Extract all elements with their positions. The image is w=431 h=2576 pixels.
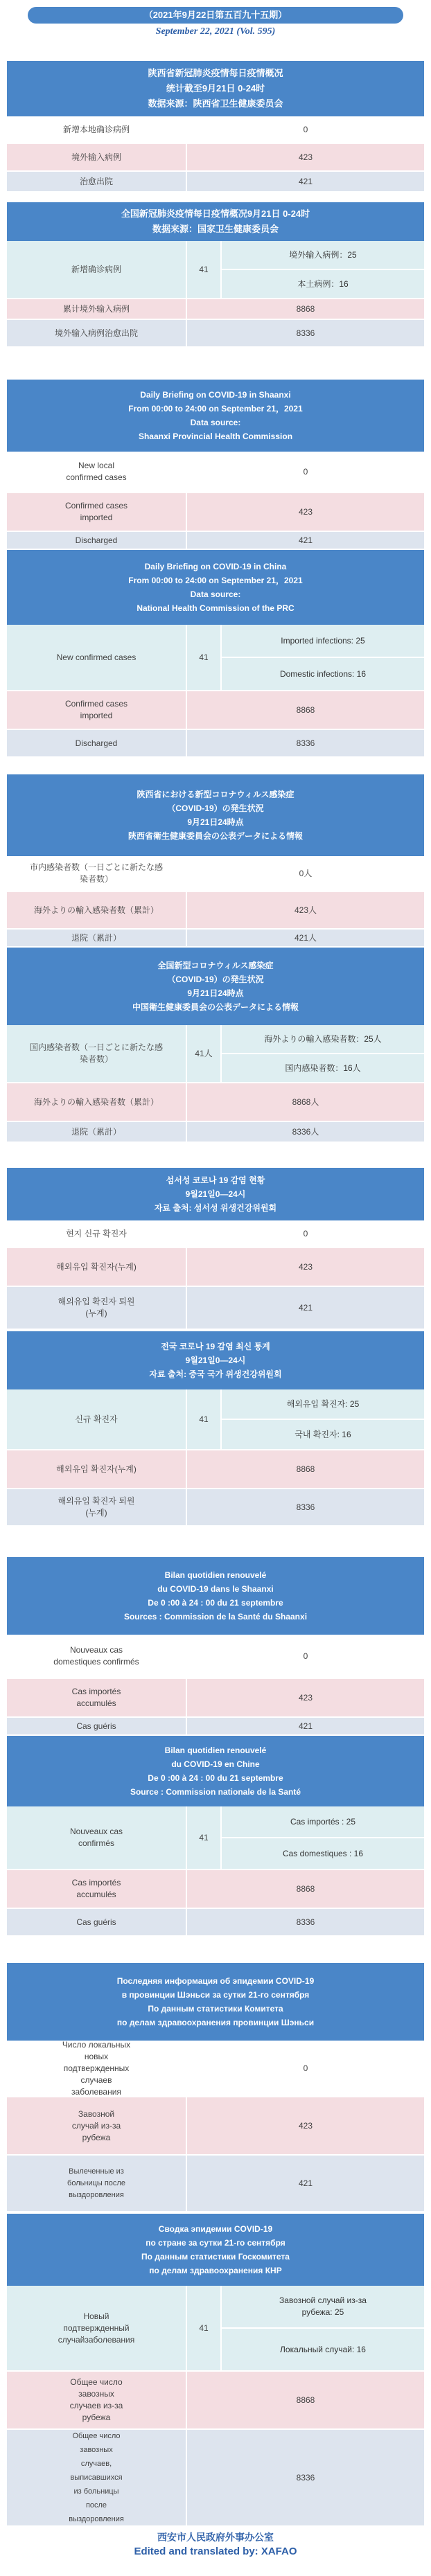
table-row <box>7 241 424 299</box>
row-label: 신규 확진자 <box>7 1389 187 1449</box>
ja-china-title-1: 全国新型コロナウィルス感染症 <box>157 961 274 970</box>
row-label: Discharged <box>7 532 187 549</box>
fr-shaanxi-header <box>7 1557 424 1635</box>
row-label: 国内感染者数（一日ごとに新たな感染者数） <box>7 1025 187 1082</box>
en-china-title-3: Data source: <box>190 589 241 599</box>
ru-china-title-3: По данным статистики Госкомитета <box>141 2252 290 2262</box>
row-label: Cas importés accumulés <box>7 1679 187 1716</box>
ja-shaanxi-title-4: 陝西省衛生健康委員会の公表データによる情報 <box>127 831 303 841</box>
row-value: 423 <box>298 2120 313 2131</box>
table-row <box>7 856 424 892</box>
footer-office: 西安市人民政府外事办公室 <box>157 2532 274 2543</box>
footer-credit: Edited and translated by: XAFAO <box>134 2546 297 2557</box>
row-value: 423 <box>298 1261 313 1272</box>
row-label: Confirmed cases imported <box>7 493 187 531</box>
ja-shaanxi-title-1: 陝西省における新型コロナウィルス感染症 <box>137 790 294 799</box>
breakdown <box>222 625 424 690</box>
ja-shaanxi-header <box>7 774 424 856</box>
row-label: Discharged <box>7 730 187 756</box>
ko-shaanxi-title-2: 9월21일0—24시 <box>185 1189 246 1199</box>
table-row <box>7 892 424 930</box>
row-label: Nouveaux cas confirmés <box>7 1806 187 1869</box>
row-label: 境外输入病例 <box>7 144 187 170</box>
domestic-count: Cas domestiques : 16 <box>222 1837 424 1869</box>
row-value: 8336 <box>296 2472 315 2482</box>
row-value: 8336 <box>296 738 315 748</box>
row-label: 新增本地确诊病例 <box>7 116 187 143</box>
row-value: 421人 <box>294 932 317 943</box>
breakdown <box>222 1806 424 1869</box>
row-label: 境外输入病例治愈出院 <box>7 320 187 346</box>
zh-china-title-1: 全国新冠肺炎疫情每日疫情概况9月21日 0-24时 <box>121 208 310 219</box>
fr-shaanxi-title-3: De 0 :00 à 24 : 00 du 21 septembre <box>148 1598 283 1608</box>
zh-shaanxi-title-3: 数据来源：陕西省卫生健康委员会 <box>148 98 283 109</box>
row-label: 海外よりの輸入感染者数（累計） <box>7 892 187 928</box>
row-label: 退院（累計） <box>7 930 187 946</box>
ru-shaanxi-title-1: Последняя информация об эпидемии COVID-19 <box>116 1976 315 1986</box>
ru-shaanxi-title-4: по делам здравоохранения провинции Шэньси <box>116 2018 315 2027</box>
row-value: 421 <box>298 1302 313 1313</box>
en-china-title-4: National Health Commission of the PRC <box>137 603 294 613</box>
ja-china-title-2: （COVID-19）の発生状況 <box>167 975 264 984</box>
table-row <box>7 1718 424 1736</box>
ko-china-header <box>7 1331 424 1389</box>
row-label: 累计境外输入病例 <box>7 299 187 319</box>
row-label: New local confirmed cases <box>7 452 187 492</box>
ru-shaanxi-title-2: в провинции Шэньси за сутки 21-го сентября <box>121 1990 310 2000</box>
row-value: 423 <box>298 152 313 162</box>
table-row <box>7 2156 424 2212</box>
ru-china-header <box>7 2214 424 2286</box>
table-row <box>7 1635 424 1679</box>
row-value: 8336 <box>296 328 315 338</box>
imported-count: 해외유입 확진자: 25 <box>286 1398 360 1409</box>
row-value: 421 <box>298 176 313 186</box>
row-value: 423人 <box>294 905 317 915</box>
table-row <box>7 2041 424 2097</box>
row-label: 退院（累計） <box>7 1122 187 1142</box>
domestic-count: Локальный случай: 16 <box>222 2327 424 2370</box>
row-label: 治愈出院 <box>7 172 187 191</box>
row-label: Число локальных новых подтвержденных случаев заболевания <box>7 2041 187 2096</box>
en-china-header <box>7 550 424 625</box>
breakdown <box>222 241 424 298</box>
row-value: 0 <box>303 1228 308 1238</box>
en-shaanxi-header <box>7 380 424 452</box>
row-label: 해외유입 확진자 퇴원(누계) <box>7 1489 187 1525</box>
row-value: 8868 <box>296 1464 315 1474</box>
row-label: Вылеченные из больницы после выздоровления <box>7 2156 187 2211</box>
row-label: 海外よりの輸入感染者数（累計） <box>7 1083 187 1121</box>
fr-shaanxi-title-1: Bilan quotidien renouvelé <box>164 1570 267 1580</box>
row-value: 8868 <box>296 704 315 715</box>
fr-china-title-3: De 0 :00 à 24 : 00 du 21 septembre <box>148 1773 283 1783</box>
table-row <box>7 1220 424 1248</box>
en-china-title-2: From 00:00 to 24:00 on September 21，2021 <box>128 576 303 585</box>
table-row <box>7 1248 424 1287</box>
confirmed-total: 41 <box>187 241 222 298</box>
row-value: 421 <box>298 535 313 545</box>
fr-china-title-2: du COVID-19 en Chine <box>171 1759 260 1769</box>
fr-china-title-1: Bilan quotidien renouvelé <box>164 1746 267 1755</box>
domestic-count: Domestic infections: 16 <box>222 657 424 690</box>
table-row <box>7 2097 424 2156</box>
ja-shaanxi-title-2: （COVID-19）の発生状況 <box>167 803 264 813</box>
row-value: 0 <box>303 466 308 477</box>
ru-shaanxi-title-3: По данным статистики Комитета <box>148 2004 283 2014</box>
row-value: 8336 <box>296 1502 315 1512</box>
imported-count: Cas importés : 25 <box>290 1816 356 1827</box>
row-label: 현지 신규 확진자 <box>7 1220 187 1247</box>
table-row <box>7 1287 424 1330</box>
table-row <box>7 930 424 948</box>
row-value: 0 <box>303 1651 308 1661</box>
table-row <box>7 625 424 691</box>
row-label: Confirmed cases imported <box>7 691 187 729</box>
row-value: 8868人 <box>292 1096 319 1107</box>
ru-china-title-4: по делам здравоохранения КНР <box>149 2266 282 2275</box>
imported-count: Imported infections: 25 <box>281 635 365 646</box>
ja-china-title-3: 9月21日24時点 <box>187 988 244 998</box>
fr-shaanxi-title-2: du COVID-19 dans le Shaanxi <box>157 1584 274 1594</box>
ko-shaanxi-title-3: 자료 출처: 섬서성 위생건강위원회 <box>154 1203 277 1213</box>
zh-shaanxi-title-2: 统计截至9月21日 0-24时 <box>166 83 265 94</box>
table-row <box>7 2286 424 2372</box>
table-row <box>7 299 424 320</box>
domestic-count: 국내 확진자: 16 <box>222 1419 424 1449</box>
table-row <box>7 2372 424 2430</box>
confirmed-total: 41 <box>187 625 222 690</box>
row-value: 8336 <box>296 1917 315 1927</box>
table-row <box>7 1489 424 1527</box>
ko-china-title-2: 9월21일0—24시 <box>185 1356 246 1365</box>
ru-shaanxi-header <box>7 1963 424 2041</box>
issue-date-line: September 22, 2021 (Vol. 595) <box>155 26 276 37</box>
fr-china-header <box>7 1736 424 1806</box>
row-label: 해외유입 확진자 퇴원(누계) <box>7 1287 187 1329</box>
table-row <box>7 1025 424 1083</box>
row-label: 新增确诊病例 <box>7 241 187 298</box>
table-row <box>7 1083 424 1122</box>
table-row <box>7 144 424 172</box>
table-row <box>7 493 424 532</box>
ko-shaanxi-header <box>7 1168 424 1220</box>
table-row <box>7 2430 424 2527</box>
row-label: Завозной случай из-за рубежа <box>7 2097 187 2154</box>
table-row <box>7 730 424 758</box>
table-row <box>7 1122 424 1143</box>
ja-china-header <box>7 948 424 1025</box>
table-row <box>7 320 424 348</box>
zh-shaanxi-title-1: 陕西省新冠肺炎疫情每日疫情概况 <box>148 68 283 78</box>
confirmed-total: 41人 <box>187 1025 222 1082</box>
table-row <box>7 532 424 550</box>
ru-china-title-1: Сводка эпидемии COVID-19 <box>158 2224 273 2234</box>
row-label: Общее число завозных случаев из-за рубежа <box>7 2372 187 2428</box>
en-shaanxi-title-2: From 00:00 to 24:00 on September 21，2021 <box>128 404 303 414</box>
table-row <box>7 1806 424 1870</box>
confirmed-total: 41 <box>187 2286 222 2370</box>
breakdown <box>222 1389 424 1449</box>
zh-shaanxi-header <box>7 61 424 116</box>
confirmed-total: 41 <box>187 1806 222 1869</box>
breakdown <box>222 1025 424 1082</box>
breakdown <box>222 2286 424 2370</box>
domestic-count: 国内感染者数：16人 <box>222 1053 424 1082</box>
row-value: 0 <box>303 2063 308 2073</box>
row-label: 해외유입 확진자(누계) <box>7 1450 187 1488</box>
row-value: 8336人 <box>292 1126 319 1137</box>
row-label: Cas guéris <box>7 1909 187 1935</box>
row-label: Cas importés accumulés <box>7 1870 187 1908</box>
ja-shaanxi-title-3: 9月21日24時点 <box>187 817 244 827</box>
domestic-count: 本土病例：16 <box>222 269 424 298</box>
row-value: 8868 <box>296 2395 315 2405</box>
table-row <box>7 452 424 493</box>
row-value: 423 <box>298 1692 313 1703</box>
ru-china-title-2: по стране за сутки 21-го сентября <box>146 2238 285 2248</box>
en-shaanxi-title-3: Data source: <box>190 418 241 427</box>
issue-badge: （2021年9月22日第五百九十五期） <box>28 7 403 24</box>
en-shaanxi-title-4: Shaanxi Provincial Health Commission <box>138 432 293 441</box>
imported-count: 境外输入病例：25 <box>289 249 357 260</box>
row-label: Nouveaux cas domestiques confirmés <box>7 1635 187 1678</box>
row-value: 421 <box>298 1721 313 1731</box>
fr-shaanxi-title-4: Sources : Commission de la Santé du Shaanxi <box>123 1612 308 1622</box>
table-row <box>7 116 424 144</box>
zh-china-header <box>7 202 424 241</box>
ko-china-title-3: 자료 출처: 중국 국가 위생건강위원회 <box>149 1369 282 1379</box>
table-row <box>7 1450 424 1489</box>
imported-count: 海外よりの輸入感染者数：25人 <box>264 1033 382 1044</box>
table-row <box>7 1909 424 1937</box>
imported-count: Завозной случай из-за рубежа: 25 <box>279 2295 367 2317</box>
table-row <box>7 1389 424 1450</box>
row-label: 市内感染者数（一日ごとに新たな感染者数） <box>7 856 187 891</box>
row-value: 423 <box>298 506 313 517</box>
row-label: Общее число завозных случаев, выписавшихся из больницы после выздоровления <box>7 2430 187 2525</box>
confirmed-total: 41 <box>187 1389 222 1449</box>
row-value: 421 <box>298 2178 313 2188</box>
row-label: Новый подтвержденный случайзаболевания <box>7 2286 187 2370</box>
row-value: 8868 <box>296 303 315 314</box>
en-shaanxi-title-1: Daily Briefing on COVID-19 in Shaanxi <box>140 390 291 400</box>
table-row <box>7 691 424 730</box>
row-value: 8868 <box>296 1883 315 1894</box>
table-row <box>7 1870 424 1909</box>
row-label: New confirmed cases <box>7 625 187 690</box>
ko-shaanxi-title-1: 섬서성 코로나 19 감염 현황 <box>166 1175 265 1185</box>
row-value: 0 <box>303 124 308 134</box>
row-value: 0人 <box>299 868 313 878</box>
row-label: Cas guéris <box>7 1718 187 1734</box>
en-china-title-1: Daily Briefing on COVID-19 in China <box>144 562 287 571</box>
ko-china-title-1: 전국 코로나 19 감염 최신 통계 <box>161 1342 270 1351</box>
fr-china-title-4: Source : Commission nationale de la Santé <box>130 1787 301 1797</box>
row-label: 해외유입 확진자(누계) <box>7 1248 187 1286</box>
zh-china-title-2: 数据来源：国家卫生健康委员会 <box>152 224 279 234</box>
table-row <box>7 1679 424 1718</box>
table-row <box>7 172 424 193</box>
ja-china-title-4: 中国衛生健康委員会の公表データによる情報 <box>132 1002 299 1012</box>
